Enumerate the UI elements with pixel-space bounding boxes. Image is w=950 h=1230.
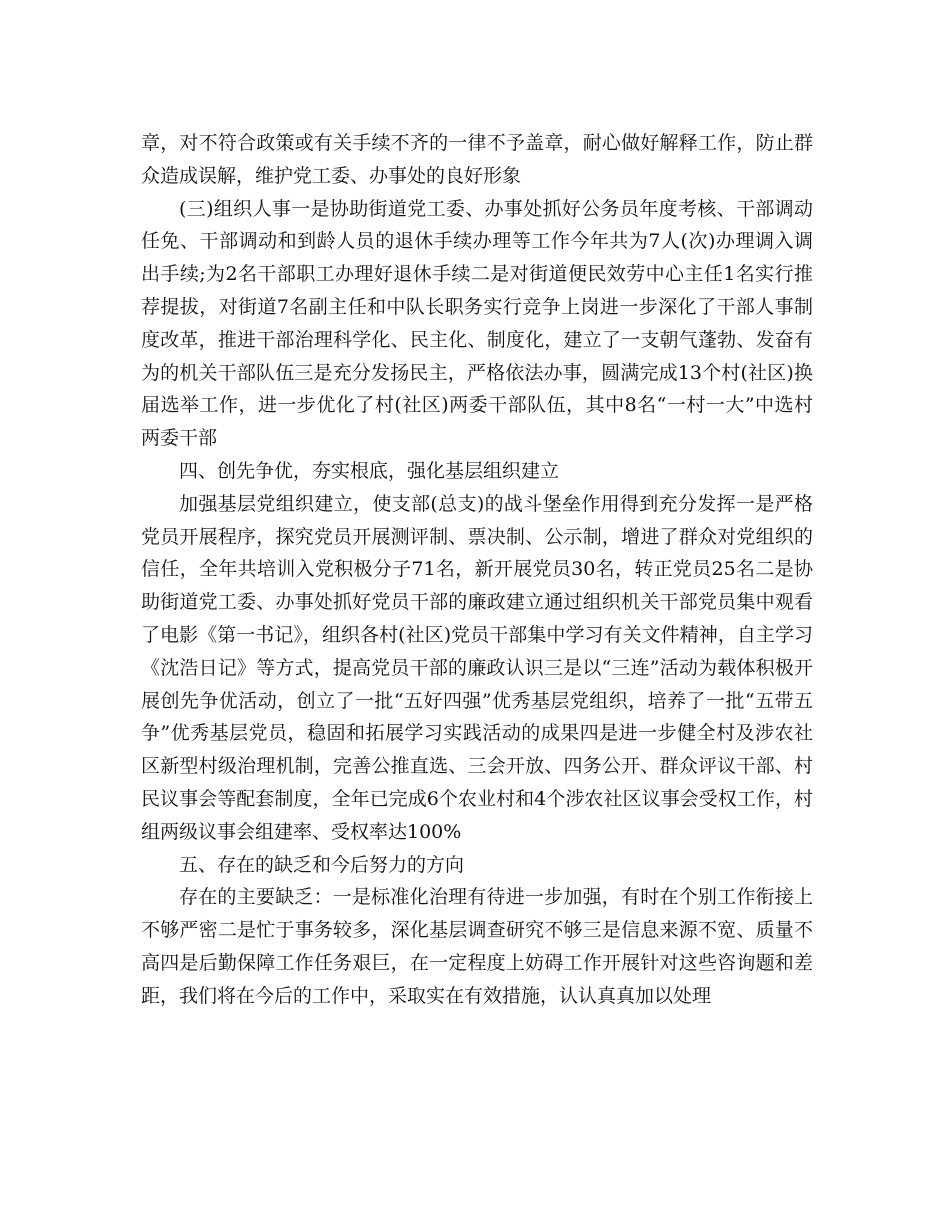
document-body bbox=[141, 127, 813, 1013]
paragraph-personnel: (三)组织人事一是协助街道党工委、办事处抓好公务员年度考核、干部调动任免、干部调动和到龄人员的退休手续办理等工作今年共为7人(次)办理调入调出手续;为2名干部职工办理好退休手续二是对街道便民效劳中心主任1名实行推荐提拔，对街道7名副主任和中队长职务实行竞争上岗进一步深化了干部人事制度改革，推进干部治理科学化、民主化、制度化，建立了一支朝气蓬勃、发奋有为的机关干部队伍三是充分发扬民主，严格依法办事，圆满完成13个村(社区)换届选举工作，进一步优化了村(社区)两委干部队伍，其中8名“一村一大”中选村两委干部 bbox=[141, 197, 813, 450]
paragraph-shortcomings: 存在的主要缺乏：一是标准化治理有待进一步加强，有时在个别工作衔接上不够严密二是忙于事务较多，深化基层调查研究不够三是信息来源不宽、质量不高四是后勤保障工作任务艰巨，在一定程度上妨碍工作开展针对这些咨询题和差距，我们将在今后的工作中，采取实在有效措施，认认真真加以处理 bbox=[141, 886, 813, 1007]
section-heading-five: 五、存在的缺乏和今后努力的方向 bbox=[179, 853, 465, 876]
paragraph-party-building: 加强基层党组织建立，使支部(总支)的战斗堡垒作用得到充分发挥一是严格党员开展程序，探究党员开展测评制、票决制、公示制，增进了群众对党组织的信任，全年共培训入党积极分子71名，新开展党员30名，转正党员25名二是协助街道党工委、办事处抓好党员干部的廉政建立通过组织机关干部党员集中观看了电影《第一书记》，组织各村(社区)党员干部集中学习有关文件精神，自主学习《沈浩日记》等方式，提高党员干部的廉政认识三是以“三连”活动为载体积极开展创先争优活动，创立了一批“五好四强”优秀基层党组织，培养了一批“五带五争”优秀基层党员，稳固和拓展学习实践活动的成果四是进一步健全村及涉农社区新型村级治理机制，完善公推直选、三会开放、四务公开、群众评议干部、村民议事会等配套制度，全年已完成6个农业村和4个涉农社区议事会受权工作，村组两级议事会组建率、受权率达100% bbox=[141, 492, 813, 843]
paragraph-continued: 章，对不符合政策或有关手续不齐的一律不予盖章，耐心做好解释工作，防止群众造成误解，维护党工委、办事处的良好形象 bbox=[141, 132, 813, 187]
section-heading-four: 四、创先争优，夯实根底，强化基层组织建立 bbox=[179, 459, 560, 482]
